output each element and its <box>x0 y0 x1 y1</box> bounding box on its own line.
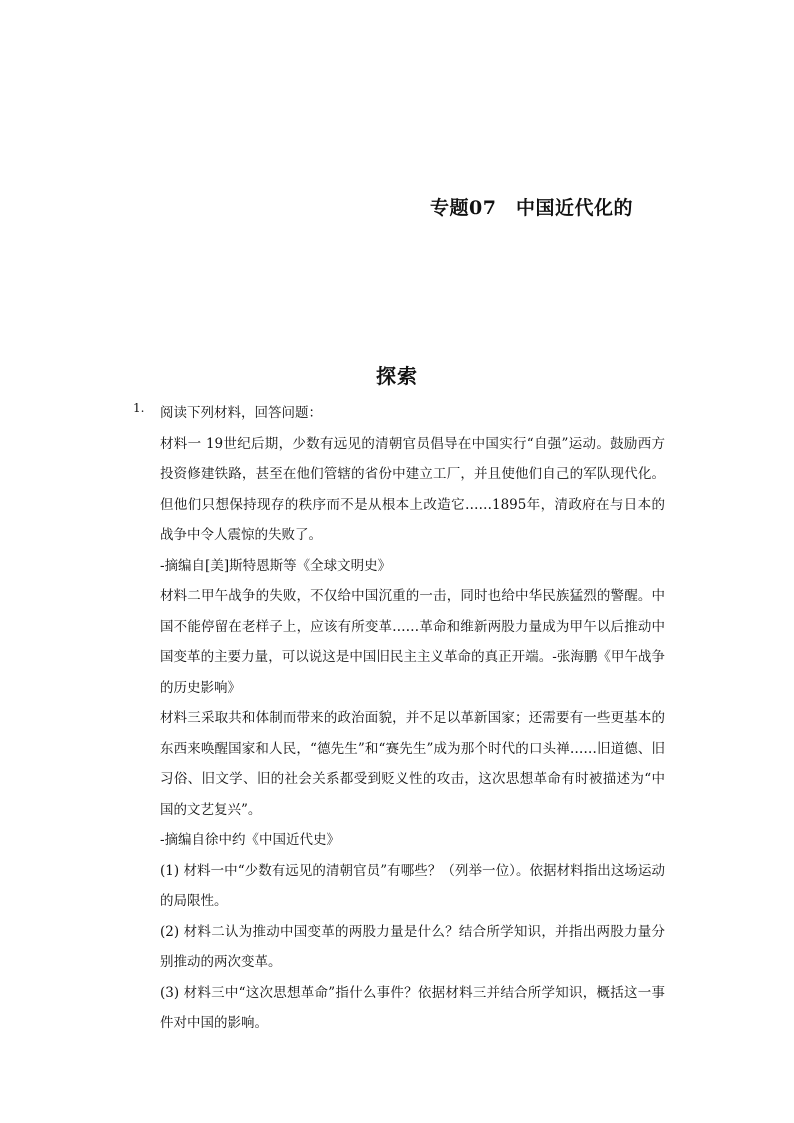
page-title-continued: 探索 <box>376 364 418 388</box>
page-title: 专题07 中国近代化的 <box>430 197 633 219</box>
material-3-source: -摘编自徐中约《中国近代史》 <box>160 832 341 848</box>
material-1-source: -摘编自[美]斯特恩斯等《全球文明史》 <box>160 557 392 574</box>
question-body <box>160 398 665 1039</box>
material-2: 材料二甲午战争的失败，不仅给中国沉重的一击，同时也给中华民族猛烈的警醒。中国不能停留在老样子上，应该有所变革……革命和维新两股力量成为甲午以后推动中国变革的主要力量，可以说这是中国旧民主主义革命的真正开端。-张海鹏《甲午战争的历史影响》 <box>160 588 665 696</box>
sub-question-3: (3) 材料三中“这次思想革命”指什么事件？依据材料三并结合所学知识，概括这一事件对中国的影响。 <box>160 984 665 1031</box>
material-1: 材料一 19世纪后期，少数有远见的清朝官员倡导在中国实行“自强”运动。鼓励西方投资修建铁路，甚至在他们管辖的省份中建立工厂，并且使他们自己的军队现代化。但他们只想保持现存的秩序而不是从根本上改造它……1895年，清政府在与日本的战争中令人震惊的失败了。 <box>160 435 665 543</box>
material-3: 材料三采取共和体制而带来的政治面貌，并不足以革新国家；还需要有一些更基本的东西来唤醒国家和人民，“德先生”和“赛先生”成为那个时代的口头禅……旧道德、旧习俗、旧文学、旧的社会关系都受到贬义性的攻击，这次思想革命有时被描述为“中国的文艺复兴”。 <box>160 710 665 818</box>
question-intro: 阅读下列材料，回答问题： <box>160 405 322 421</box>
sub-question-2: (2) 材料二认为推动中国变革的两股力量是什么？结合所学知识，并指出两股力量分别推动的两次变革。 <box>160 923 665 970</box>
sub-question-1: (1) 材料一中“少数有远见的清朝官员”有哪些？（列举一位）。依据材料指出这场运动的局限性。 <box>160 862 665 909</box>
question-number: 1. <box>133 401 145 415</box>
